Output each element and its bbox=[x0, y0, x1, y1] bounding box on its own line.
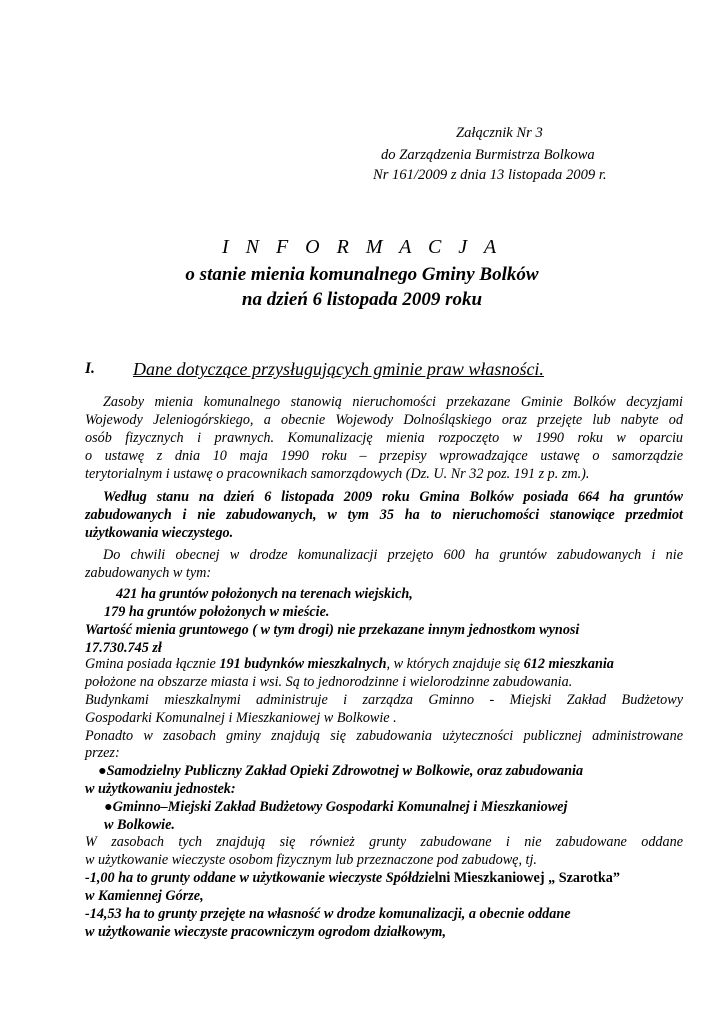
paragraph-line bbox=[85, 870, 620, 887]
section-heading: Dane dotyczące przysługujących gminie praw własności. bbox=[133, 359, 544, 379]
paragraph-line: Zasoby mienia komunalnego stanowią nieruchomości przekazane Gminie Bolków decyzjami bbox=[103, 394, 683, 410]
text-run-bold: 191 budynków mieszkalnych bbox=[219, 656, 387, 672]
value-amount: 17.730.745 zł bbox=[85, 640, 162, 656]
paragraph-line: położone na obszarze miasta i wsi. Są to jednorodzinne i wielorodzinne zabudowania. bbox=[85, 674, 573, 690]
paragraph-line: Ponadto w zasobach gminy znajdują się zabudowania użyteczności publicznej administrowane bbox=[85, 728, 683, 744]
paragraph-line: zabudowanych w tym: bbox=[85, 565, 212, 581]
text-run-bold: 612 mieszkania bbox=[523, 656, 614, 672]
list-item: w Bolkowie. bbox=[104, 817, 175, 833]
text-run: , w których znajduje się bbox=[386, 656, 524, 672]
list-item: 421 ha gruntów położonych na terenach wiejskich, bbox=[116, 586, 413, 602]
section-number: I. bbox=[85, 360, 95, 377]
paragraph-line: użytkowania wieczystego. bbox=[85, 525, 234, 541]
text-run: Gmina posiada łącznie bbox=[85, 656, 220, 672]
paragraph-line: -14,53 ha to grunty przejęte na własność w drodze komunalizacji, a obecnie oddane bbox=[85, 906, 571, 922]
document-subtitle: o stanie mienia komunalnego Gminy Bolków bbox=[185, 264, 539, 285]
list-item: w użytkowaniu jednostek: bbox=[85, 781, 236, 797]
text-run-upright: lni Mieszkaniowej „ Szarotka” bbox=[434, 870, 620, 886]
annex-number: Załącznik Nr 3 bbox=[456, 125, 543, 141]
paragraph-line: przez: bbox=[85, 745, 120, 761]
paragraph-line: Wojewody Jeleniogórskiego, a obecnie Wojewody Dolnośląskiego oraz przejęte lub nabyte od bbox=[85, 412, 683, 428]
paragraph-line: Budynkami mieszkalnymi administruje i zarządza Gminno - Miejski Zakład Budżetowy bbox=[85, 692, 683, 708]
paragraph-line: o ustawę z dnia 10 maja 1990 roku – przepisy wprowadzające ustawę o samorządzie bbox=[85, 448, 683, 464]
paragraph-line: Według stanu na dzień 6 listopada 2009 roku Gmina Bolków posiada 664 ha gruntów bbox=[103, 489, 683, 505]
annex-ordinance-number: Nr 161/2009 z dnia 13 listopada 2009 r. bbox=[373, 167, 607, 183]
paragraph-line: terytorialnym i ustawę o pracownikach samorządowych (Dz. U. Nr 32 poz. 191 z p. zm.). bbox=[85, 466, 590, 482]
paragraph-line: W zasobach tych znajdują się również grunty zabudowane i nie zabudowane oddane bbox=[85, 834, 683, 850]
paragraph-line: zabudowanych i nie zabudowanych, w tym 35 ha to nieruchomości stanowiące przedmiot bbox=[85, 507, 683, 523]
document-date: na dzień 6 listopada 2009 roku bbox=[241, 289, 483, 310]
paragraph-line: w użytkowanie wieczyste pracowniczym ogrodom działkowym, bbox=[85, 924, 446, 940]
text-run: -1,00 ha to grunty oddane w użytkowanie wieczyste Spółdzie bbox=[85, 870, 435, 886]
list-item: 179 ha gruntów położonych w mieście. bbox=[104, 604, 330, 620]
paragraph-line: Wartość mienia gruntowego ( w tym drogi) nie przekazane innym jednostkom wynosi bbox=[85, 622, 580, 638]
paragraph-line: osób fizycznych i prawnych. Komunalizację mienia rozpoczęto w 1990 roku w oparciu bbox=[85, 430, 683, 446]
document-title: I N F O R M A C J A bbox=[221, 236, 503, 258]
list-item: ●Gminno–Miejski Zakład Budżetowy Gospodarki Komunalnej i Mieszkaniowej bbox=[104, 799, 568, 815]
annex-ordinance: do Zarządzenia Burmistrza Bolkowa bbox=[381, 147, 595, 163]
list-item: ●Samodzielny Publiczny Zakład Opieki Zdrowotnej w Bolkowie, oraz zabudowania bbox=[98, 763, 584, 779]
paragraph-line: w użytkowanie wieczyste osobom fizycznym lub przeznaczone pod zabudowę, tj. bbox=[85, 852, 537, 868]
paragraph-line bbox=[85, 656, 614, 673]
paragraph-line: w Kamiennej Górze, bbox=[85, 888, 204, 904]
paragraph-line: Do chwili obecnej w drodze komunalizacji przejęto 600 ha gruntów zabudowanych i nie bbox=[103, 547, 683, 563]
paragraph-line: Gospodarki Komunalnej i Mieszkaniowej w Bolkowie . bbox=[85, 710, 397, 726]
